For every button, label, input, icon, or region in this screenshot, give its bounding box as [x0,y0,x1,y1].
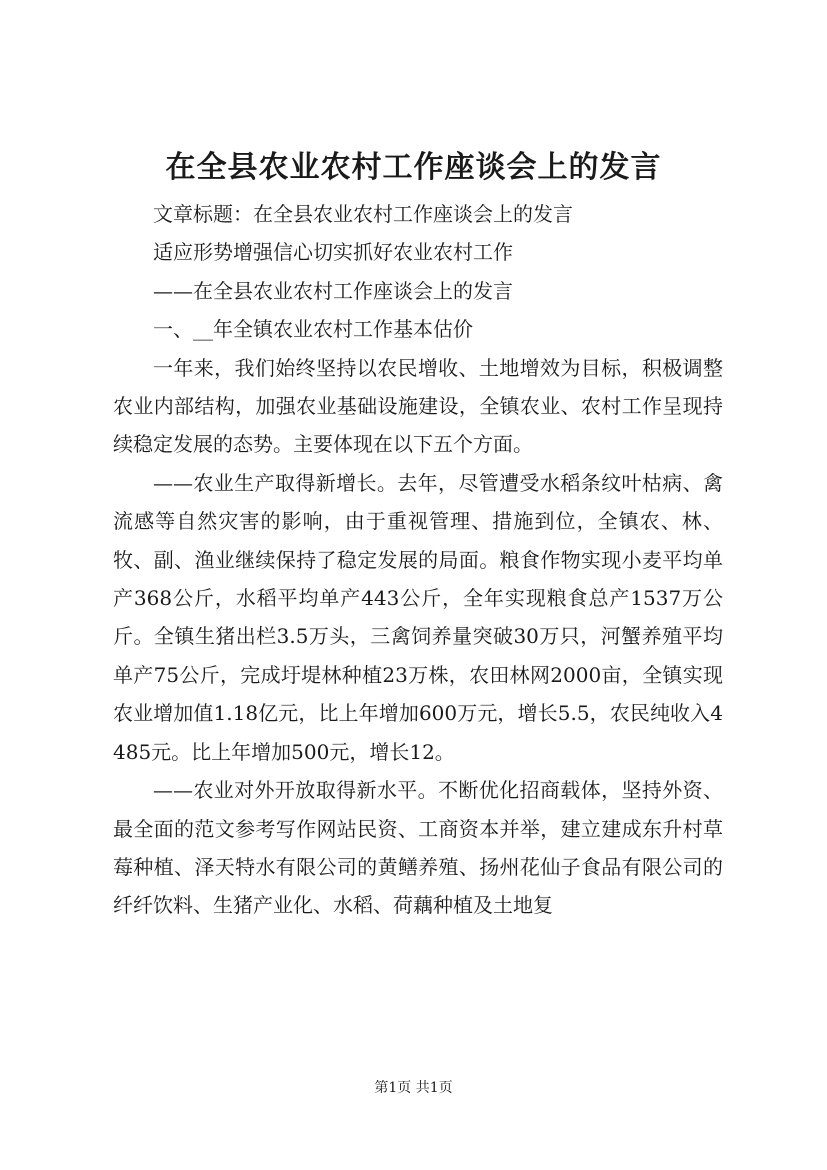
document-title: 在全县农业农村工作座谈会上的发言 [165,150,662,185]
paragraph-overview: 一年来，我们始终坚持以农民增收、土地增效为目标，积极调整农业内部结构，加强农业基础设施建设，全镇农业、农村工作呈现持续稳定发展的态势。主要体现在以下五个方面。 [113,355,723,457]
subtitle-dash-line: ——在全县农业农村工作座谈会上的发言 [153,278,513,303]
page-footer: 第1页 共1页 [374,1080,453,1096]
paragraph-production: ——农业生产取得新增长。去年，尽管遭受水稻条纹叶枯病、禽流感等自然灾害的影响，由于重视管理、措施到位，全镇农、林、牧、副、渔业继续保持了稳定发展的局面。粮食作物实现小麦平均单产368公斤，水稻平均单产443公斤，全年实现粮食总产1537万公斤。全镇生猪出栏3.5万头，三禽饲养量突破30万只，河蟹养殖平均单产75公斤，完成圩堤林种植23万株，农田林网2000亩，全镇实现农业增加值1.18亿元，比上年增加600万元，增长5.5，农民纯收入4485元。比上年增加500元，增长12。 [113,470,723,764]
article-title-line: 文章标题：在全县农业农村工作座谈会上的发言 [153,202,573,226]
document-body [113,195,723,925]
section-heading: 一、__年全镇农业农村工作基本估价 [153,317,473,342]
subtitle-line: 适应形势增强信心切实抓好农业农村工作 [153,240,513,265]
paragraph-opening: ——农业对外开放取得新水平。不断优化招商载体，坚持外资、最全面的范文参考写作网站民资、工商资本并举，建立建成东升村草莓种植、泽天特水有限公司的黄鳝养殖、扬州花仙子食品有限公司的纤纤饮料、生猪产业化、水稻、荷藕种植及土地复 [113,778,723,918]
